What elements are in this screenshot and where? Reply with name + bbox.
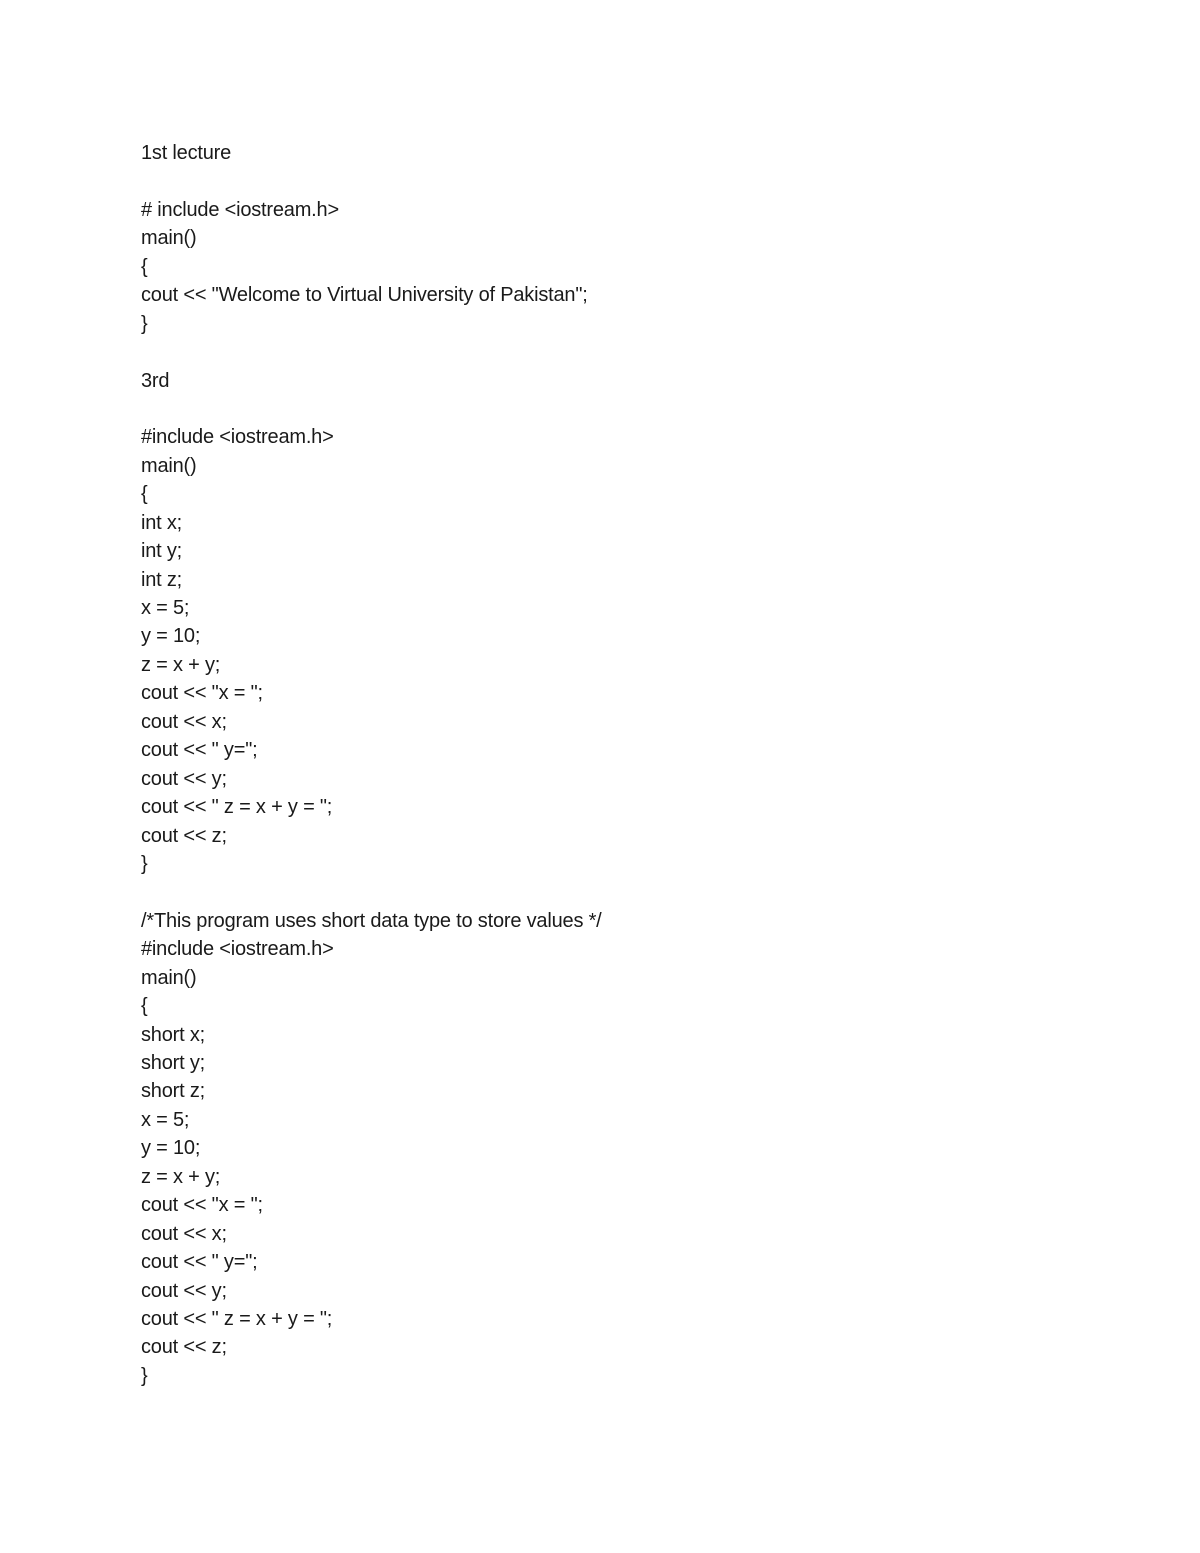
text-line: cout << y; — [141, 1279, 227, 1302]
text-line: cout << z; — [141, 1336, 227, 1359]
text-line: cout << " y="; — [141, 739, 258, 762]
text-line: /*This program uses short data type to store values */ — [141, 909, 602, 932]
text-line: cout << z; — [141, 824, 227, 847]
text-line: int y; — [141, 540, 183, 563]
text-line: z = x + y; — [141, 653, 221, 676]
text-line: short y; — [141, 1052, 205, 1074]
text-line: } — [141, 312, 148, 335]
text-line: { — [141, 255, 148, 278]
document-text — [141, 139, 1141, 1390]
text-line: int x; — [141, 511, 183, 534]
text-line: cout << " z = x + y = "; — [141, 796, 333, 819]
text-line: main() — [141, 966, 197, 989]
text-line: cout << "Welcome to Virtual University of Pakistan"; — [141, 284, 588, 307]
text-line: 3rd — [141, 369, 170, 392]
text-line — [141, 878, 1141, 906]
text-line: cout << x; — [141, 710, 227, 733]
text-line: int z; — [141, 568, 183, 591]
text-line: cout << y; — [141, 767, 227, 790]
text-line: cout << "x = "; — [141, 1194, 263, 1217]
text-line: cout << " z = x + y = "; — [141, 1307, 333, 1330]
text-line: } — [141, 1364, 148, 1387]
text-line: main() — [141, 227, 197, 250]
text-line: cout << " y="; — [141, 1251, 258, 1274]
text-line: y = 10; — [141, 625, 201, 648]
text-line: { — [141, 483, 148, 506]
text-line: 1st lecture — [141, 142, 232, 164]
text-line: short z; — [141, 1080, 205, 1103]
text-line: y = 10; — [141, 1137, 201, 1160]
text-line: x = 5; — [141, 1108, 190, 1131]
text-line: x = 5; — [141, 597, 190, 619]
text-line: cout << "x = "; — [141, 682, 263, 705]
text-line: z = x + y; — [141, 1165, 221, 1188]
text-line: main() — [141, 454, 197, 477]
text-line: # include <iostream.h> — [141, 198, 339, 221]
text-line: { — [141, 995, 148, 1018]
text-line: #include <iostream.h> — [141, 938, 334, 961]
text-line — [141, 395, 1141, 423]
text-line — [141, 167, 1141, 195]
text-line: short x; — [141, 1023, 205, 1046]
text-line: } — [141, 852, 148, 875]
text-line: #include <iostream.h> — [141, 426, 334, 449]
text-line — [141, 338, 1141, 366]
text-line: cout << x; — [141, 1222, 227, 1245]
